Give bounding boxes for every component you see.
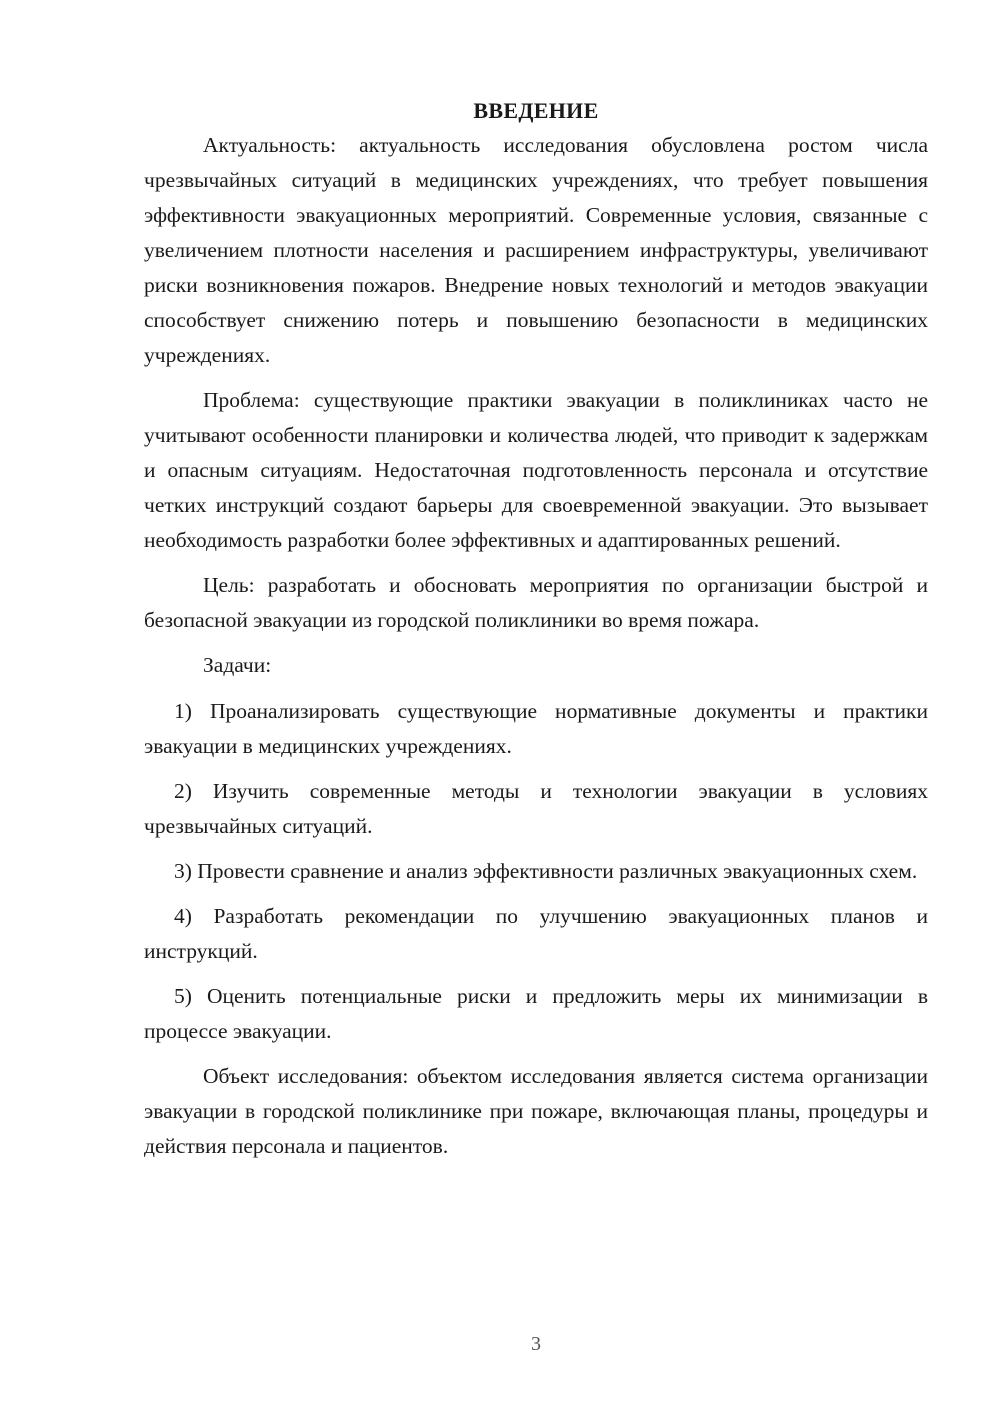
tasks-heading: Задачи: [203, 653, 272, 677]
page-title: ВВЕДЕНИЕ [473, 98, 599, 123]
task-item-1: 1) Проанализировать существующие нормативные документы и практики эвакуации в медицинских учреждениях. [144, 699, 928, 758]
paragraph-problem: Проблема: существующие практики эвакуации в поликлиниках часто не учитывают особенности планировки и количества людей, что приводит к задержкам и опасным ситуациям. Недостаточная подготовленность персонала и отсутствие четких инструкций создают барьеры для своевременной эвакуации. Это вызывает необходимость разработки более эффективных и адаптированных решений. [144, 388, 928, 552]
task-item-2: 2) Изучить современные методы и технологии эвакуации в условиях чрезвычайных ситуаций. [144, 779, 928, 838]
document-page [144, 94, 928, 1174]
paragraph-object: Объект исследования: объектом исследования является система организации эвакуации в городской поликлинике при пожаре, включающая планы, процедуры и действия персонала и пациентов. [144, 1064, 928, 1158]
task-item-3: 3) Провести сравнение и анализ эффективности различных эвакуационных схем. [174, 859, 918, 883]
paragraph-relevance: Актуальность: актуальность исследования обусловлена ростом числа чрезвычайных ситуаций в медицинских учреждениях, что требует повышения эффективности эвакуационных мероприятий. Современные условия, связанные с увеличением плотности населения и расширением инфраструктуры, увеличивают риски возникновения пожаров. Внедрение новых технологий и методов эвакуации способствует снижению потерь и повышению безопасности в медицинских учреждениях. [144, 133, 928, 367]
paragraph-goal: Цель: разработать и обосновать мероприятия по организации быстрой и безопасной эвакуации из городской поликлиники во время пожара. [144, 573, 928, 632]
page-number: 3 [531, 1333, 541, 1355]
task-item-4: 4) Разработать рекомендации по улучшению эвакуационных планов и инструкций. [144, 904, 928, 963]
task-item-5: 5) Оценить потенциальные риски и предложить меры их минимизации в процессе эвакуации. [144, 984, 928, 1043]
